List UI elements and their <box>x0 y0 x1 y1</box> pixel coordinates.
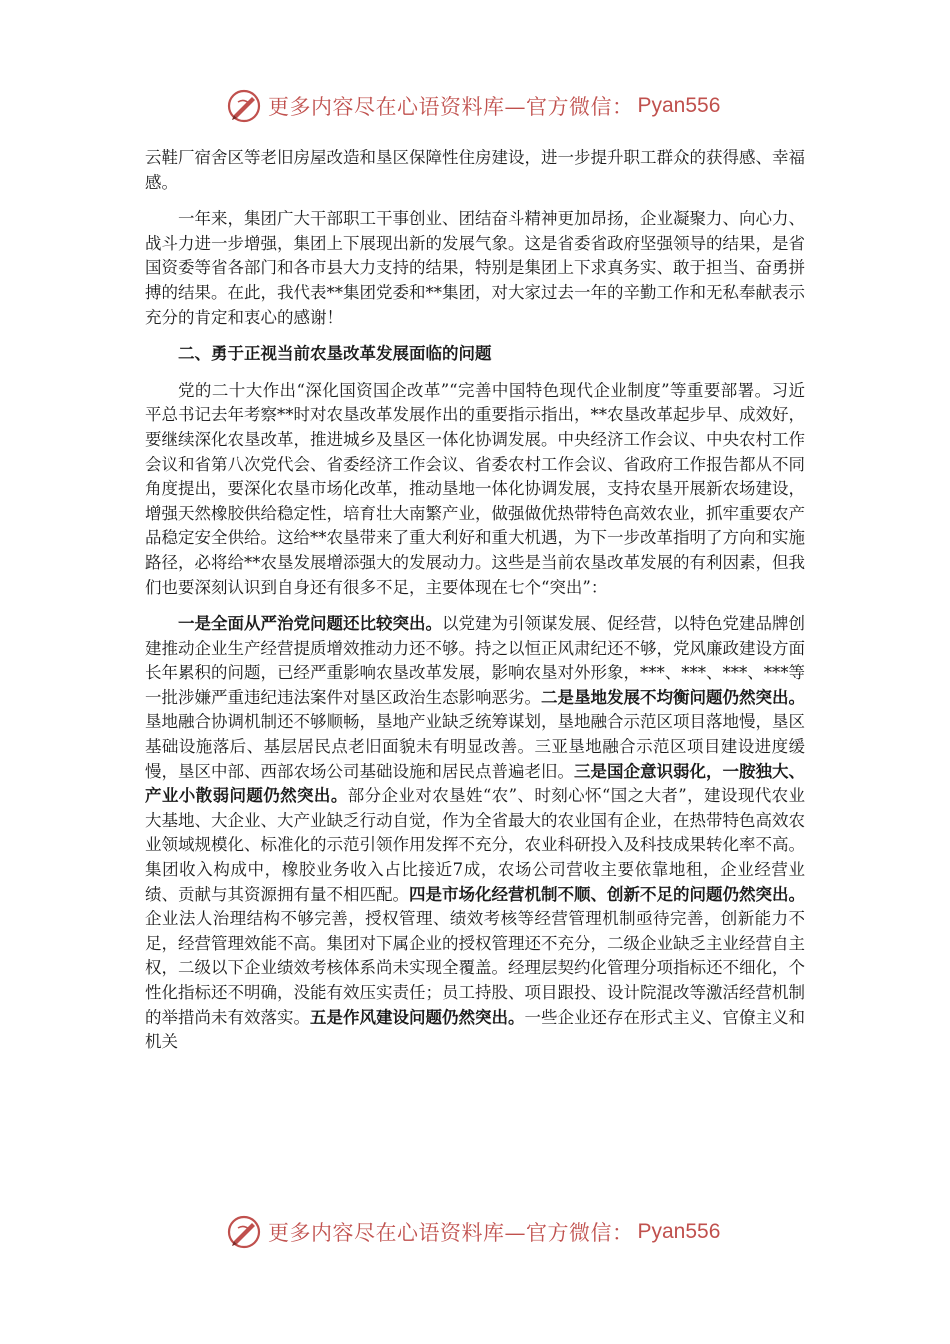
watermark-wechat-id: Pyan556 <box>637 94 721 117</box>
problem-5-title: 五是作风建设问题仍然突出。 <box>310 1007 525 1027</box>
paragraph-thanks: 一年来，集团广大干部职工干事创业、团结奋斗精神更加昂扬，企业凝聚力、向心力、战斗力进一步增强，集团上下展现出新的发展气象。这是省委省政府坚强领导的结果，是省国资委等省各部门和各市县大力支持的结果，特别是集团上下求真务实、敢于担当、奋勇拼搏的结果。在此，我代表**集团党委和**集团，对大家过去一年的辛勤工作和无私奉献表示充分的肯定和衷心的感谢！ <box>145 209 805 327</box>
paragraph-context: 党的二十大作出“深化国资国企改革”“完善中国特色现代企业制度”等重要部署。习近平总书记去年考察**时对农垦改革发展作出的重要指示指出，**农垦改革起步早、成效好，要继续深化农垦改革，推进城乡及垦区一体化协调发展。中央经济工作会议、中央农村工作会议和省第八次党代会、省委经济工作会议、省委农村工作会议、省政府工作报告都从不同角度提出，要深化农垦市场化改革，推动垦地一体化协调发展，支持农垦开展新农场建设，增强天然橡胶供给稳定性，培育壮大南繁产业，做强做优热带特色高效农业，抓牢重要农产品稳定安全供给。这给**农垦带来了重大利好和重大机遇，为下一步改革指明了方向和实施路径，必将给**农垦发展增添强大的发展动力。这些是当前农垦改革发展的有利因素，但我们也要深刻认识到自身还有很多不足，主要体现在七个“突出”： <box>145 380 805 597</box>
pen-logo-icon <box>226 88 262 124</box>
pen-logo-icon <box>226 1214 262 1250</box>
problem-1-text: 以党建为引领谋发展、促经营，以特色党建品牌创建推动企业生产经营提质增效推动力还不够。持之以恒正风肃纪还不够，党风廉政建设方面长年累积的问题，已经严重影响农垦改革发展，影响农垦对外形象，***、***、***、***等一批涉嫌严重违纪违法案件对垦区政治生态影响恶劣。 <box>145 614 805 707</box>
problem-3-title: 三是国企意识弱化，一胺独大、产业小散弱问题仍然突出。 <box>145 761 805 806</box>
problem-3-text: 部分企业对农垦姓“农”、时刻心怀“国之大者”，建设现代农业大基地、大企业、大产业缺乏行动自觉，作为全省最大的农业国有企业，在热带特色高效农业领域规模化、标准化的示范引领作用发挥不充分，农业科研投入及科技成果转化率不高。集团收入构成中，橡胶业务收入占比接近7成，农场公司营收主要依靠地租，企业经营业绩、贡献与其资源拥有量不相匹配。 <box>145 786 806 904</box>
watermark-text: 更多内容尽在心语资料库—官方微信： <box>268 1221 634 1245</box>
problem-2-title: 二是垦地发展不均衡问题仍然突出。 <box>541 687 805 707</box>
problem-4-text: 企业法人治理结构不够完善，授权管理、绩效考核等经营管理机制亟待完善，创新能力不足，经营管理效能不高。集团对下属企业的授权管理还不充分，二级企业缺乏主业经营自主权，二级以下企业绩效考核体系尚未实现全覆盖。经理层契约化管理分项指标还不细化，个性化指标还不明确，没能有效压实责任；员工持股、项目跟投、设计院混改等激活经营机制的举措尚未有效落实。 <box>145 909 805 1027</box>
watermark-text: 更多内容尽在心语资料库—官方微信： <box>268 95 634 119</box>
section-heading: 二、勇于正视当前农垦改革发展面临的问题 <box>178 344 492 364</box>
watermark-banner-bottom <box>226 1212 746 1252</box>
problem-5-text: 一些企业还存在形式主义、官僚主义和机关 <box>145 1007 805 1052</box>
watermark-wechat-id: Pyan556 <box>637 1220 721 1243</box>
document-body <box>145 146 805 1067</box>
problem-1-title: 一是全面从严治党问题还比较突出。 <box>178 614 442 634</box>
paragraph-continued: 云鞋厂宿舍区等老旧房屋改造和垦区保障性住房建设，进一步提升职工群众的获得感、幸福感。 <box>145 148 805 192</box>
problem-4-title: 四是市场化经营机制不顺、创新不足的问题仍然突出。 <box>409 884 805 904</box>
paragraph-problems <box>145 612 805 1055</box>
problem-2-text: 垦地融合协调机制还不够顺畅，垦地产业缺乏统筹谋划，垦地融合示范区项目落地慢，垦区基础设施落后、基层居民点老旧面貌未有明显改善。三亚垦地融合示范区项目建设进度缓慢，垦区中部、西部农场公司基础设施和居民点普遍老旧。 <box>145 712 805 781</box>
watermark-banner-top <box>226 86 746 126</box>
